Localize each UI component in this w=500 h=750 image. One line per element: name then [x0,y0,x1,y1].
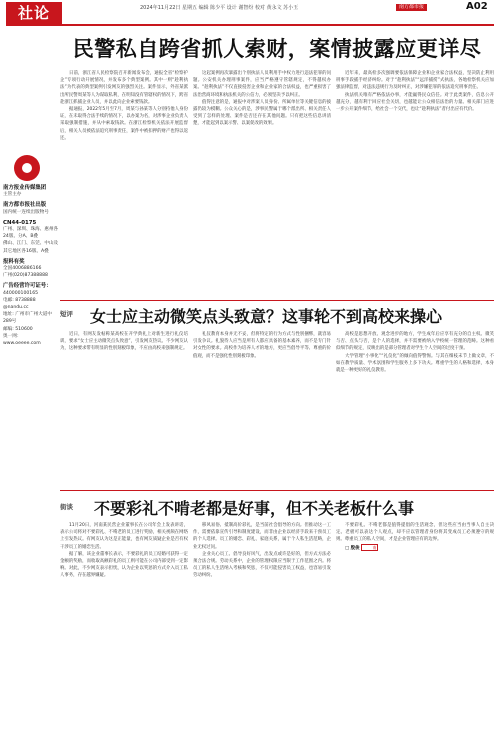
article1-paragraph: 值得注意的是，通报中对涉案人员身份、所属单位等关键信息的披露仍较为模糊。公众关心的是，涉事民警属于哪个派出所、相关责任人受到了怎样的处理、案件是否还存在其他问题。只有把这些信息讲清楚，才能起到以案示警、以案促改的效果。 [193,99,331,127]
article2-paragraph: 礼仪教育本身并无不妥，但将特定的行为方式与性别捆绑，就容易引发争议。礼貌待人应当是所有人都应具备的基本素养，而不是专门针对女性的要求。高校作为培养人才的地方，更应当倡导平等、尊重的价值观，而不是强化性别刻板印象。 [193,332,331,359]
article2-paragraph: 高校是思想开放、观念进步的地方，学生成年后应享有充分的自主权。微笑与否、点头与否，是个人的选择，并不需要被纳入学校统一管理的范畴。这种看似细节的规定，反映出的是部分管理者对学生个人空间的过度干预。 [336,332,494,352]
article2-headline: 女士应主动微笑点头致意？这事轮不到高校来操心 [90,307,443,326]
edition-badge: 南方都市报 [396,4,427,11]
article1-paragraph: 这起案例再次暴露出个别执法人员利用手中权力进行违法犯罪的问题。公安机关办理刑事案件，应当严格遵守管辖规定，不得越权办案。“趁利执法”不仅直接侵害企业和企业家的合法权益，也严重损害了法治营商环境和执法机关的公信力，必须坚决予以纠正。 [193,71,331,98]
article2-col-3 [336,331,494,484]
article1-paragraph: 据通报，2022年5月至7月，周某与孙某等人分别持他人身份证，在未取得合法手续的情况下，以办案为名，对涉事企业负责人采取强制措施，并从中索取钱款。在浙江检察机关依法开展监督后，相关人员被依法追究刑事责任，案件中被扣押的财产也得以返还。 [60,107,188,141]
sidebar-line: 主管主办 [3,192,22,198]
article3-divider [60,490,494,491]
sidebar-line: 24版、分A、B叠 [3,234,39,240]
article1-col-2 [193,70,331,295]
page-number: A02 [466,1,488,12]
sidebar-line: 国内统一连续出版物号 [3,209,49,215]
sidebar-line: 邮编: 510600 [3,326,33,332]
article3-col-2 [193,522,331,744]
sidebar [0,155,59,355]
sidebar-line: 广州、深圳、珠海、惠州各 [3,227,59,232]
article3-paragraph: 企业关心员工、倡导良好风气，出发点或许是好的，但方式方法必须合法合规。劳动关系中，企业的管理权限应当限于工作范围之内。将员工的私人生活纳入考核和奖惩，不仅可能侵害员工权益，也容易引发劳动纠纷。 [193,551,331,579]
article3-col-1 [60,522,188,744]
article3-paragraph: 移风易俗、抵制高价彩礼，是当前社会倡导的方向。但推动这一工作，需要依靠宣传引导和制度建设，而非由企业以经济手段来干预员工的个人选择。员工的婚恋、彩礼、家庭关系，属于个人私生活范畴，企业无权过问。 [193,523,331,550]
article1-col-3 [336,70,494,295]
sidebar-line: 报料有奖 [3,258,25,265]
article2-paragraph: 近日，有网友发帖称某高校在开学典礼上对新生进行礼仪培训，要求“女士应主动微笑点头致意”，引发网友热议。不少网友认为，这种要求带有明显的性别刻板印象，不应由高校来强制规定。 [60,332,188,352]
section-tag: 社论 [6,2,62,24]
article2-col-1 [60,331,188,484]
header-rule [6,24,494,26]
sidebar-line: 南方报业传媒集团 [3,185,47,191]
article3-byline: □ 殷俊 [345,545,360,551]
article1-headline: 民警私自跨省抓人索财，案情披露应更详尽 [72,37,482,61]
article3-paragraph: 不要彩礼、不啃老都是值得提倡的生活观念，但这些应当由当事人自主决定。老板可以表达个人观点，却不应以管理者身份将其变成员工必须遵守的规则。尊重员工的私人空间，才是企业管理应有的边界。 [336,523,494,543]
article2-divider [60,300,494,301]
page-header [0,0,500,24]
sidebar-line: 广告经营许可证号： [3,283,52,290]
sidebar-line: 其它地区各16版、A叠 [3,248,49,254]
sidebar-line: 地址: 广州市广州大道中 [3,312,52,318]
article2-label: 短评 [60,310,73,318]
sidebar-line: 电邮: 8738888 [3,297,36,303]
article1-paragraph: 日前，浙江省人民检察院召开新闻发布会，通报全省“检察护企”专项行动开展情况，并发布多个典型案例。其中一则“趁利执法”为代表的典型案例引发网友的强烈关注。案件显示，外省某派出所民警周某等人为谋取私利，在明知没有管辖权的情况下，跨省赴浙江抓捕企业人员，并以此向企业索要钱款。 [60,71,188,105]
sidebar-line: 289号 [3,319,17,325]
sidebar-line: 440000100165 [3,290,39,296]
article1-paragraph: 执法机关唯有严格依法办事，才能赢得民众信任。对于此类案件，信息公开越充分，越有利于回应社会关切，也越能让公众相信法治的力量。相关部门应进一步公开案件细节，给社会一个交代，也让“趁利执法”者付出应有代价。 [336,92,494,113]
end-mark-icon: 南 [361,544,378,551]
article3-paragraph: 11月20日，河南某民营企业董事长在公司年会上发表讲话，表示公司将对不要彩礼、不啃老的员工进行奖励，相关视频在网络上引发热议。有网友认为这是正能量，也有网友质疑企业是否有权干涉员工的婚恋生活。 [60,523,188,550]
article1-col-1 [60,70,188,295]
sidebar-line: www.oeeee.com [3,341,41,346]
sidebar-line: 全国4006886166 [3,266,42,271]
sidebar-line: 广州(020)87388888 [3,273,48,279]
sidebar-line: @nandu.cc [3,305,29,310]
sidebar-line: 佛山、江门、东莞、中山及 [3,241,59,247]
article3-headline: 不要彩礼不啃老都是好事，但不关老板什么事 [94,499,415,518]
article3-label: 街谈 [60,503,73,511]
sidebar-line: 奥一网： [3,333,22,339]
sidebar-line: 南方都市报社出版 [3,202,47,209]
sidebar-line: CN44-0175 [3,219,37,226]
article3-col-3 [336,522,494,744]
article1-paragraph: 近年来，最高检多次强调要依法保障企业和企业家合法权益，坚决防止利用刑事手段插手经济纠纷。对于“趁利执法”“远洋捕捞”式执法，各地检察机关应加强法律监督，对违法违规行为及时纠正，对涉嫌犯罪的依法追究刑事责任。 [336,71,494,91]
article2-paragraph: 大学管理“小事化”“礼仪化”的倾向值得警惕。与其在细枝末节上做文章，不如在教学质量、学术氛围和学生服务上多下功夫。尊重学生的人格和选择，本身就是一种更好的礼仪教育。 [336,353,494,374]
masthead-info: 2024年11月22日 星期五 编辑 陈少平 设计 谢智纷 校对 黄永文 苏小玉 [140,5,299,11]
newspaper-logo-icon [14,155,40,181]
article2-col-2 [193,331,331,484]
article3-paragraph: 据了解，该企业董事长表示，不要彩礼的员工结婚可获得一定金额的奖励，而收取高额彩礼的员工则可能在公司内部受到一定影响。对此，不少网友表示担忧，认为企业以奖惩的方式介入员工私人事务，存在越界嫌疑。 [60,551,188,579]
